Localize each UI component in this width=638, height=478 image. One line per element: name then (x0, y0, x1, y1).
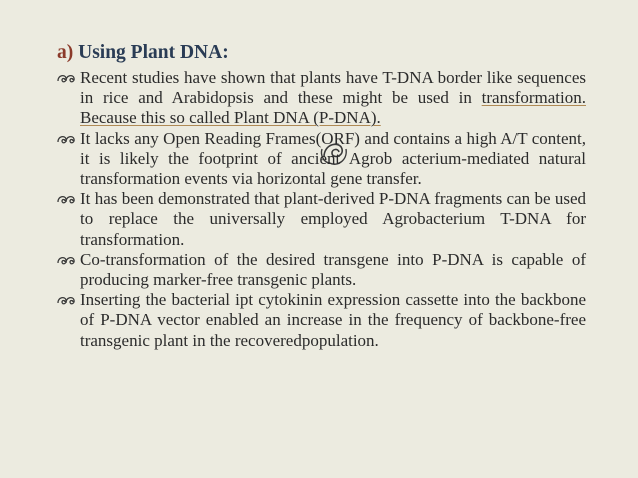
bullet-text: Co-transformation of the desired transgene into P-DNA is capable of producing marker-free transgenic plants. (80, 249, 586, 290)
bullet-text (80, 68, 586, 129)
section-heading (57, 42, 229, 64)
bullet-text: It lacks any Open Reading Frames(ORF) and contains a high A/T content, it is likely the footprint of ancient Agrob acterium-mediated natural transformation events via horizontal gene transfer. (80, 128, 586, 189)
bullet-item (56, 189, 586, 250)
heading-title: Using Plant DNA: (78, 42, 229, 63)
bullet-list (56, 68, 586, 351)
bullet-item (56, 250, 586, 290)
curl-bullet-icon (56, 294, 76, 308)
bullet-item (56, 290, 586, 351)
bullet-text-part: Recent studies have shown that plants have T-DNA border like sequences in rice and Arabidopsis and these might be used in (80, 68, 586, 108)
curl-bullet-icon (56, 133, 76, 147)
bullet-item (56, 68, 586, 129)
curl-bullet-icon (56, 193, 76, 207)
bullet-text: It has been demonstrated that plant-derived P-DNA fragments can be used to replace the universally employed Agrobacterium T-DNA for transformation. (80, 189, 586, 249)
curl-bullet-icon (56, 72, 76, 86)
bullet-text: Inserting the bacterial ipt cytokinin expression cassette into the backbone of P-DNA vector enabled an increase in the frequency of backbone-free transgenic plant in the recoveredpopulation. (80, 290, 586, 350)
heading-marker: a) (57, 42, 74, 63)
curl-bullet-icon (56, 254, 76, 268)
bullet-item (56, 129, 586, 190)
underlined-text: transformation. Because this so called Plant DNA (P-DNA). (80, 88, 586, 128)
